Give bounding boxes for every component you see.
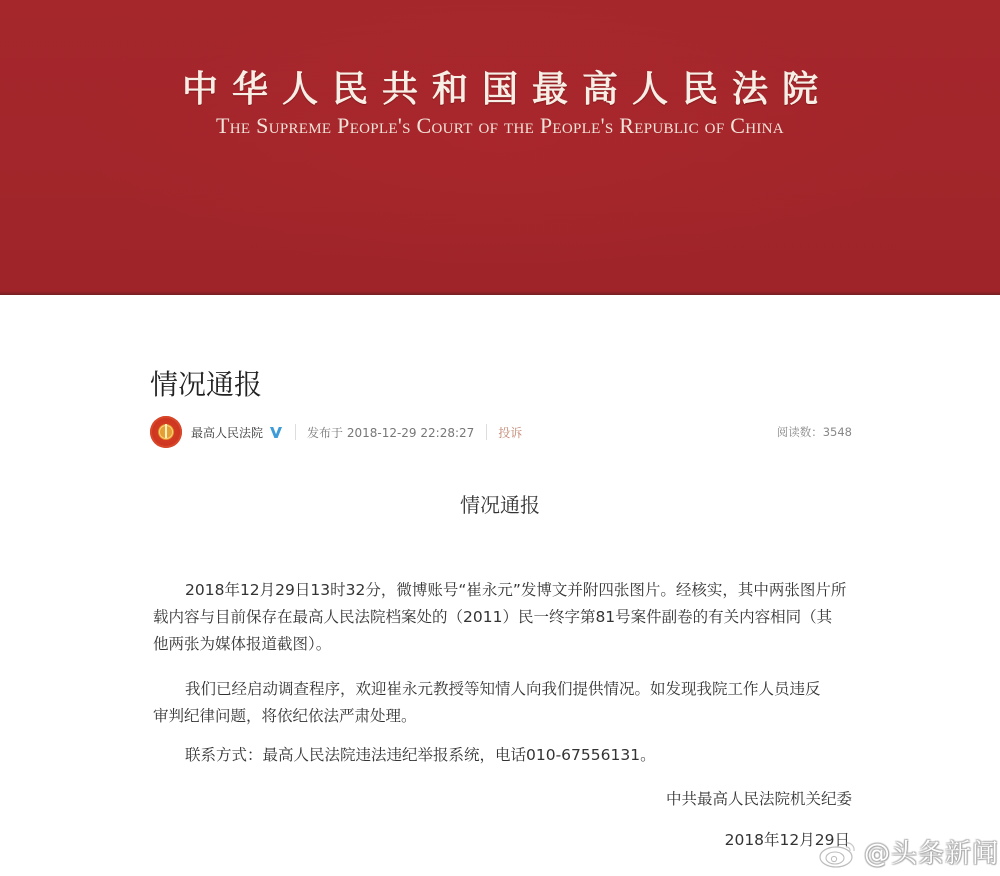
- verified-v-icon: [269, 425, 283, 439]
- article-title: 情况通报: [150, 368, 263, 401]
- article-meta: [150, 415, 852, 449]
- paragraph-line: 2018年12月29日13时32分，微博账号“崔永元”发博文并附四张图片。经核实，其中两张图片所: [185, 581, 847, 599]
- paragraph-line: 载内容与目前保存在最高人民法院档案处的（2011）民一终字第81号案件副卷的有关内容相同（其: [153, 608, 833, 626]
- meta-divider: [486, 424, 487, 440]
- paragraph-line: 审判纪律问题，将依纪依法严肃处理。: [153, 707, 417, 725]
- contact-paragraph: [153, 742, 853, 769]
- notice-heading: 情况通报: [460, 493, 540, 517]
- signature: 中共最高人民法院机关纪委: [665, 790, 852, 808]
- paragraph-line: 联系方式：最高人民法院违法违纪举报系统，电话010-67556131。: [185, 746, 656, 764]
- read-count: 阅读数：3548: [776, 425, 852, 439]
- banner-title-en: The Supreme People's Court of the People's Republic of China: [216, 113, 784, 138]
- paragraph-line: 他两张为媒体报道截图）。: [153, 635, 332, 653]
- author-name-link[interactable]: 最高人民法院: [191, 425, 264, 440]
- court-emblem-icon[interactable]: [150, 416, 182, 448]
- signature-date: 2018年12月29日: [724, 831, 850, 849]
- court-banner: [0, 0, 1000, 295]
- watermark-text: @头条新闻: [864, 839, 1000, 869]
- banner-title-cn: 中华人民共和国最高人民法院: [181, 68, 832, 110]
- report-link[interactable]: 投诉: [498, 425, 523, 440]
- paragraph-line: 我们已经启动调查程序，欢迎崔永元教授等知情人向我们提供情况。如发现我院工作人员违反: [185, 680, 821, 698]
- body-paragraph-1: [153, 577, 853, 658]
- publish-time: 发布于 2018-12-29 22:28:27: [307, 425, 475, 440]
- meta-divider: [295, 424, 296, 440]
- body-paragraph-2: [153, 676, 853, 730]
